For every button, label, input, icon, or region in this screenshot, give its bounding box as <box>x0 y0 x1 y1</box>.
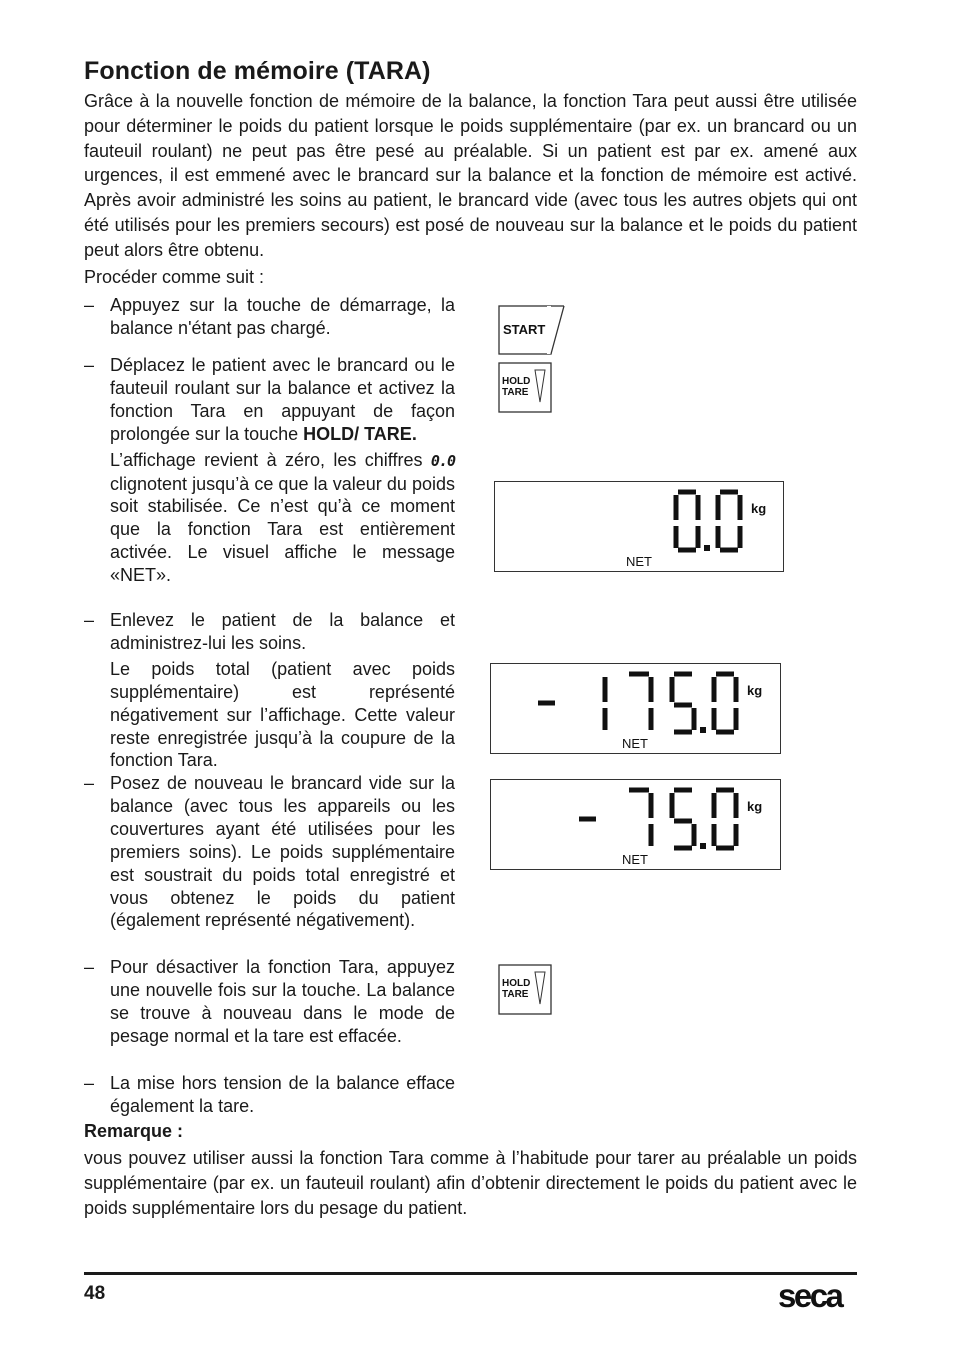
hold-tare-key-icon <box>498 964 554 1016</box>
note-paragraph: vous pouvez utiliser aussi la fonction Tara comme à l’habitude pour tarer au préalable un poids supplémentaire (par ex. un fauteuil roulant) afin d’obtenir directement le poids du patient avec le poids supplémentaire lors du pesage du patient. <box>84 1148 857 1218</box>
step-text: Déplacez le patient avec le brancard ou le fauteuil roulant sur la balance et activez la fonction Tara en appuyant de façon prolongée sur la touche HOLD/ TARE. <box>110 355 455 444</box>
svg-text:HOLD: HOLD <box>502 376 531 387</box>
step-text: Posez de nouveau le brancard vide sur la balance (avec tous les appareils ou les couvertures ayant été utilisées pour les premiers soins). Le poids supplémentaire est soustrait du poids total enregistré et vous obtenez le poids du patient (également représenté négativement). <box>110 773 455 931</box>
start-key-icon <box>498 305 566 357</box>
page-number: 48 <box>84 1283 106 1304</box>
footer-rule <box>84 1272 857 1275</box>
hold-tare-key-icon <box>498 362 554 414</box>
segment-digits-glyph: 0.0 <box>430 451 455 470</box>
step-item <box>84 294 455 340</box>
step-text: La mise hors tension de la balance efface également la tare. <box>110 1073 455 1116</box>
display-value: 0.0 <box>495 482 497 483</box>
display-value: - 175.0 <box>491 664 495 665</box>
display-patient-weight <box>490 779 781 870</box>
display-value: - 75.0 <box>491 780 494 781</box>
list-dash: – <box>84 957 95 977</box>
list-dash: – <box>84 1073 95 1093</box>
svg-text:kg: kg <box>747 799 763 814</box>
step-item <box>84 956 455 1048</box>
list-dash: – <box>84 773 95 793</box>
step-text: Pour désactiver la fonction Tara, appuyez une nouvelle fois sur la touche. La balance se trouve à nouveau dans le mode de pesage normal et la tare est effacée. <box>110 957 455 1046</box>
hold-tare-key-name: HOLD/ TARE. <box>303 423 417 444</box>
svg-text:kg: kg <box>751 501 767 516</box>
step-item <box>84 609 455 772</box>
list-dash: – <box>84 610 95 630</box>
step-subtext: L’affichage revient à zéro, les chiffres 0.0 clignotent jusqu’à ce que la valeur du poids soit stabilisée. Ce n’est qu’à ce moment que la fonction Tara est entièrement activée. Le visuel affiche le message «NET». <box>110 449 455 586</box>
step-item <box>84 354 455 587</box>
step-text: Appuyez sur la touche de démarrage, la balance n'étant pas chargé. <box>110 295 455 338</box>
section-title: Fonction de mémoire (TARA) <box>84 57 431 85</box>
list-dash: – <box>84 355 95 375</box>
svg-text:NET: NET <box>622 736 648 751</box>
step-item <box>84 772 455 932</box>
seca-logo <box>778 1279 858 1313</box>
svg-text:kg: kg <box>747 683 763 698</box>
step-item <box>84 1072 455 1118</box>
step-text: Enlevez le patient de la balance et administrez-lui les soins. <box>110 610 455 653</box>
procedure-intro: Procéder comme suit : <box>84 267 265 287</box>
svg-text:HOLD: HOLD <box>502 978 531 989</box>
svg-text:NET: NET <box>622 852 648 867</box>
svg-text:seca: seca <box>778 1279 842 1313</box>
svg-text:TARE: TARE <box>502 387 529 398</box>
list-dash: – <box>84 295 95 315</box>
note-label: Remarque : <box>84 1121 184 1141</box>
svg-text:START: START <box>503 322 546 337</box>
display-zero <box>494 481 784 572</box>
display-total-weight <box>490 663 781 754</box>
svg-text:TARE: TARE <box>502 989 529 1000</box>
intro-paragraph: Grâce à la nouvelle fonction de mémoire de la balance, la fonction Tara peut aussi être utilisée pour déterminer le poids du patient lorsque le poids supplémentaire (par ex. un brancard ou un fauteuil roulant) ne peut pas être pesé au préalable. Si un patient est par ex. amené aux urgences, il est emmené avec le brancard sur la balance et la fonction de mémoire est activé. Après avoir administré les soins au patient, le brancard vide (avec tous les autres objets qui ont été utilisés pour les premiers secours) est posé de nouveau sur la balance et le poids du patient peut alors être obtenu. <box>84 91 857 260</box>
step-subtext: Le poids total (patient avec poids supplémentaire) est représenté négativement sur l’affichage. Cette valeur reste enregistrée jusqu’à la coupure de la fonction Tara. <box>110 658 455 771</box>
svg-text:NET: NET <box>626 554 652 569</box>
